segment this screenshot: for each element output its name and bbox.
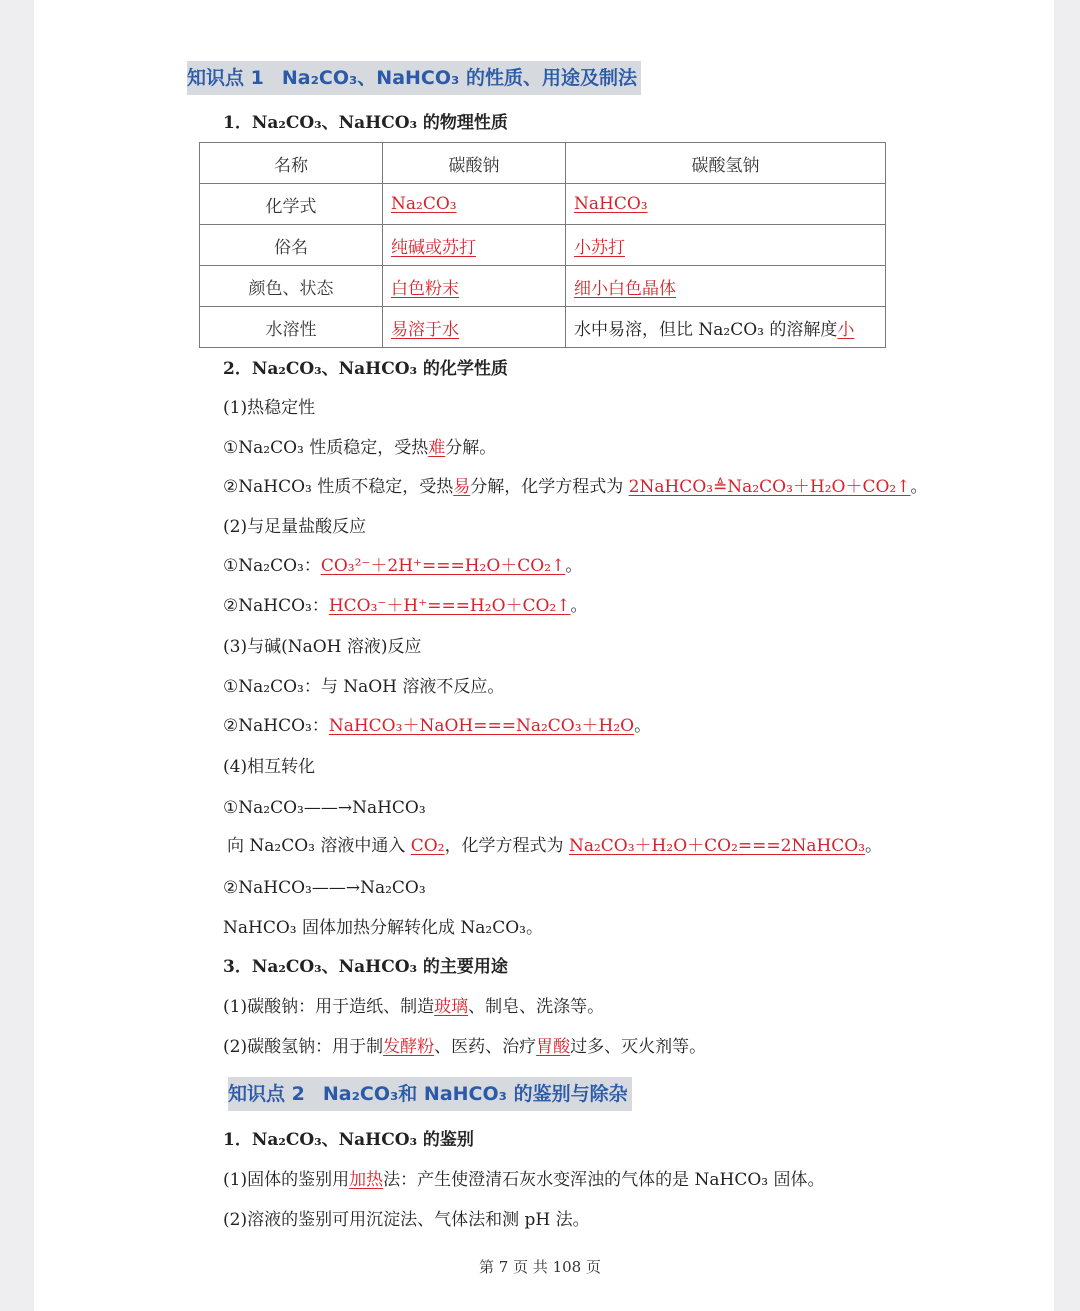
text-line: NaHCO₃ 固体加热分解转化成 Na₂CO₃。	[223, 918, 543, 938]
table-row	[200, 266, 886, 307]
knowledge-point-title: Na₂CO₃和 NaHCO₃ 的鉴别与除杂	[322, 1083, 628, 1105]
answer-text: 白色粉末	[391, 278, 459, 299]
subsection-title: (1)热稳定性	[223, 398, 316, 418]
text-line: ②NaHCO₃——→Na₂CO₃	[223, 878, 426, 898]
subsection-title: (4)相互转化	[223, 757, 316, 777]
text-line	[223, 714, 651, 738]
page-footer: 第 7 页 共 108 页	[478, 1258, 601, 1276]
text: ①Na₂CO₃：	[223, 556, 321, 576]
row-label: 俗名	[200, 225, 383, 266]
row-label: 化学式	[200, 184, 383, 225]
text-line	[223, 436, 496, 460]
answer-text: 易	[453, 477, 471, 497]
answer-text: 细小白色晶体	[574, 278, 676, 299]
text-line	[223, 1035, 706, 1059]
answer-text: 胃酸	[536, 1037, 571, 1057]
answer-text: 2NaHCO₃≜Na₂CO₃＋H₂O＋CO₂↑	[628, 477, 911, 497]
text: 、医药、治疗	[434, 1037, 537, 1057]
answer-text: 小	[837, 319, 855, 340]
text: ②NaHCO₃：	[223, 596, 329, 616]
text: 分解。	[445, 438, 497, 458]
text: 分解，化学方程式为	[470, 477, 629, 497]
text: ①Na₂CO₃ 性质稳定，受热	[223, 438, 429, 458]
text: (1)碳酸钠：用于造纸、制造	[223, 997, 435, 1017]
text: ②NaHCO₃ 性质不稳定，受热	[223, 477, 454, 497]
text-line	[223, 554, 582, 578]
table-header-cell: 碳酸钠	[383, 143, 566, 184]
text: 法：产生使澄清石灰水变浑浊的气体的是 NaHCO₃ 固体。	[383, 1170, 825, 1190]
cell-text: 水中易溶，但比 Na₂CO₃ 的溶解度	[574, 319, 838, 340]
text: 。	[865, 836, 883, 856]
text-line	[223, 475, 927, 499]
text: (2)碳酸氢钠：用于制	[223, 1037, 384, 1057]
answer-text: CO₂	[410, 836, 445, 856]
answer-text: HCO₃⁻＋H⁺===H₂O＋CO₂↑	[328, 596, 571, 616]
answer-text: NaHCO₃＋NaOH===Na₂CO₃＋H₂O	[328, 716, 635, 736]
text: 。	[634, 716, 652, 736]
text-line: ①Na₂CO₃：与 NaOH 溶液不反应。	[223, 677, 505, 697]
row-label: 水溶性	[200, 307, 383, 348]
knowledge-point-tag: 知识点 2	[228, 1083, 305, 1105]
text: (1)固体的鉴别用	[223, 1170, 350, 1190]
answer-text: 加热	[349, 1170, 384, 1190]
answer-text: 发酵粉	[383, 1037, 435, 1057]
knowledge-point-1-header	[187, 61, 641, 95]
knowledge-point-tag: 知识点 1	[187, 67, 264, 89]
answer-text: Na₂CO₃＋H₂O＋CO₂===2NaHCO₃	[568, 836, 866, 856]
answer-text: CO₃²⁻＋2H⁺===H₂O＋CO₂↑	[320, 556, 566, 576]
table-header-cell: 碳酸氢钠	[566, 143, 886, 184]
text: 向 Na₂CO₃ 溶液中通入	[227, 836, 411, 856]
section-2-title: 2．Na₂CO₃、NaHCO₃ 的化学性质	[223, 359, 508, 379]
text: 过多、灭火剂等。	[570, 1037, 707, 1057]
answer-text: NaHCO₃	[574, 194, 648, 214]
physical-properties-table	[199, 142, 886, 348]
answer-text: 难	[428, 438, 446, 458]
text-line	[227, 834, 882, 858]
answer-text: 小苏打	[574, 237, 625, 258]
text: 。	[910, 477, 928, 497]
table-row	[200, 225, 886, 266]
row-label: 颜色、状态	[200, 266, 383, 307]
text-line: ①Na₂CO₃——→NaHCO₃	[223, 798, 426, 818]
section-3-title: 3．Na₂CO₃、NaHCO₃ 的主要用途	[223, 957, 508, 977]
text: 。	[565, 556, 583, 576]
table-header-cell: 名称	[200, 143, 383, 184]
table-row	[200, 184, 886, 225]
section-1-title: 1．Na₂CO₃、NaHCO₃ 的物理性质	[223, 113, 508, 133]
answer-text: Na₂CO₃	[391, 194, 457, 214]
text-line: (2)溶液的鉴别可用沉淀法、气体法和测 pH 法。	[223, 1210, 590, 1230]
answer-text: 纯碱或苏打	[391, 237, 476, 258]
text: 。	[570, 596, 588, 616]
text: ②NaHCO₃：	[223, 716, 329, 736]
section-4-title: 1．Na₂CO₃、NaHCO₃ 的鉴别	[223, 1130, 474, 1150]
subsection-title: (2)与足量盐酸反应	[223, 517, 367, 537]
subsection-title: (3)与碱(NaOH 溶液)反应	[223, 637, 422, 657]
knowledge-point-title: Na₂CO₃、NaHCO₃ 的性质、用途及制法	[281, 67, 637, 89]
text-line	[223, 995, 604, 1019]
knowledge-point-2-header	[228, 1077, 632, 1111]
text-line	[223, 594, 588, 618]
table-header-row	[200, 143, 886, 184]
text: ，化学方程式为	[444, 836, 569, 856]
text-line	[223, 1168, 825, 1192]
table-row	[200, 307, 886, 348]
text: 、制皂、洗涤等。	[468, 997, 605, 1017]
answer-text: 玻璃	[434, 997, 469, 1017]
answer-text: 易溶于水	[391, 319, 459, 340]
